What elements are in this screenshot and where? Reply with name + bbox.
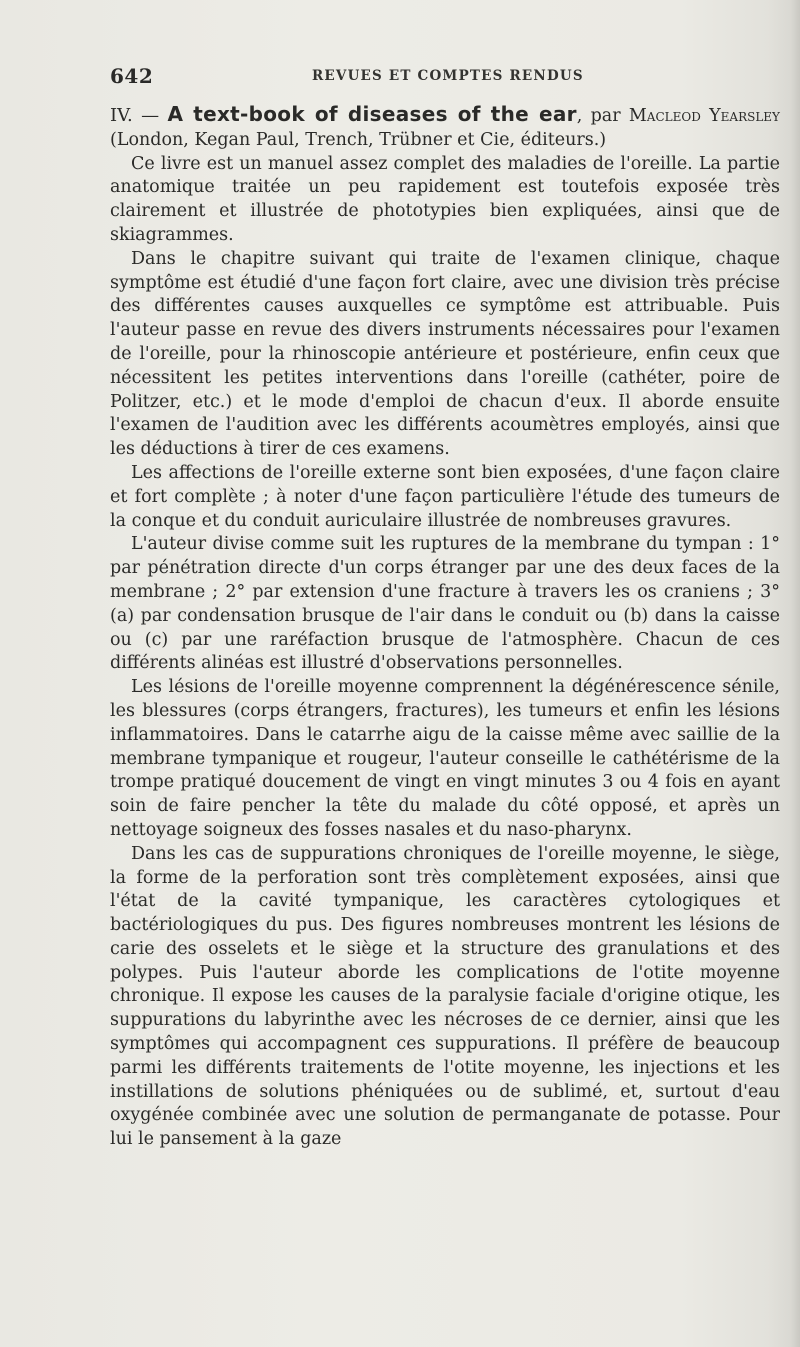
page-header (110, 64, 780, 94)
paragraph: Les affections de l'oreille externe sont bien exposées, d'une façon claire et fort complète ; à noter d'une façon particulière l'étude des tumeurs de la conque et du conduit auriculaire illustrée de nombreuses gravures. (110, 462, 780, 531)
review-heading (110, 103, 780, 153)
page-number: 642 (110, 64, 154, 88)
paragraph: Dans les cas de suppurations chroniques de l'oreille moyenne, le siège, la forme de la perforation sont très complètement exposées, ainsi que l'état de la cavité tympanique, les caractères cytologiques et bactériologiques du pus. Des figures nombreuses montrent les lésions de carie des osselets et le siège et la structure des granulations et des polypes. Puis l'auteur aborde les complications de l'otite moyenne chronique. Il expose les causes de la paralysie faciale d'origine otique, les suppurations du labyrinthe avec les nécroses de ce dernier, ainsi que les symptômes qui accompagnent ces suppurations. Il préfère de beaucoup parmi les différents traitements de l'otite moyenne, les injections et les instillations de solutions phéniquées ou de sublimé, et, surtout d'eau oxygénée combinée avec une solution de permanganate de potasse. Pour lui le pansement à la gaze (110, 843, 780, 1150)
paragraph: Ce livre est un manuel assez complet des maladies de l'oreille. La partie anatomique traitée un peu rapidement est toutefois exposée très clairement et illustrée de phototypies bien expliquées, ainsi que de skiagrammes. (110, 153, 780, 245)
author-last-name: Yearsley (709, 106, 780, 126)
book-title: A text-book of diseases of the ear (167, 102, 577, 126)
author-first-name: Macleod (628, 106, 701, 126)
paragraph: Les lésions de l'oreille moyenne comprennent la dégénérescence sénile, les blessures (corps étrangers, fractures), les tumeurs et enfin les lésions inflammatoires. Dans le catarrhe aigu de la caisse même avec saillie de la membrane tympanique et rougeur, l'auteur conseille le cathétérisme de la trompe pratiqué doucement de vingt en vingt minutes 3 ou 4 fois en ayant soin de faire pencher la tête du malade du côté opposé, et après un nettoyage soigneux des fosses nasales et du naso-pharynx. (110, 677, 780, 840)
publisher-info: (London, Kegan Paul, Trench, Trübner et Cie, éditeurs.) (110, 129, 607, 150)
paragraph: Dans le chapitre suivant qui traite de l'examen clinique, chaque symptôme est étudié d'une façon fort claire, avec une division très précise des différentes causes auxquelles ce symptôme est attribuable. Puis l'auteur passe en revue des divers instruments nécessaires pour l'examen de l'oreille, pour la rhinoscopie antérieure et postérieure, enfin ceux que nécessitent les petites interventions dans l'oreille (cathéter, poire de Politzer, etc.) et le mode d'emploi de chacun d'eux. Il aborde ensuite l'examen de l'audition avec les différents acoumètres employés, ainsi que les déductions à tirer de ces examens. (110, 248, 780, 460)
by-word: , par (576, 106, 629, 126)
paragraph: L'auteur divise comme suit les ruptures de la membrane du tympan : 1° par pénétration directe d'un corps étranger par une des deux faces de la membrane ; 2° par extension d'une fracture à travers les os craniens ; 3° (a) par condensation brusque de l'air dans le conduit ou (b) dans la caisse ou (c) par une raréfaction brusque de l'atmosphère. Chacun de ces différents alinéas est illustré d'observations personnelles. (110, 534, 780, 674)
running-title: REVUES ET COMPTES RENDUS (312, 68, 584, 84)
article-body (110, 103, 780, 1152)
page-edge-shadow (791, 0, 800, 1347)
section-number: IV. — (110, 105, 168, 126)
